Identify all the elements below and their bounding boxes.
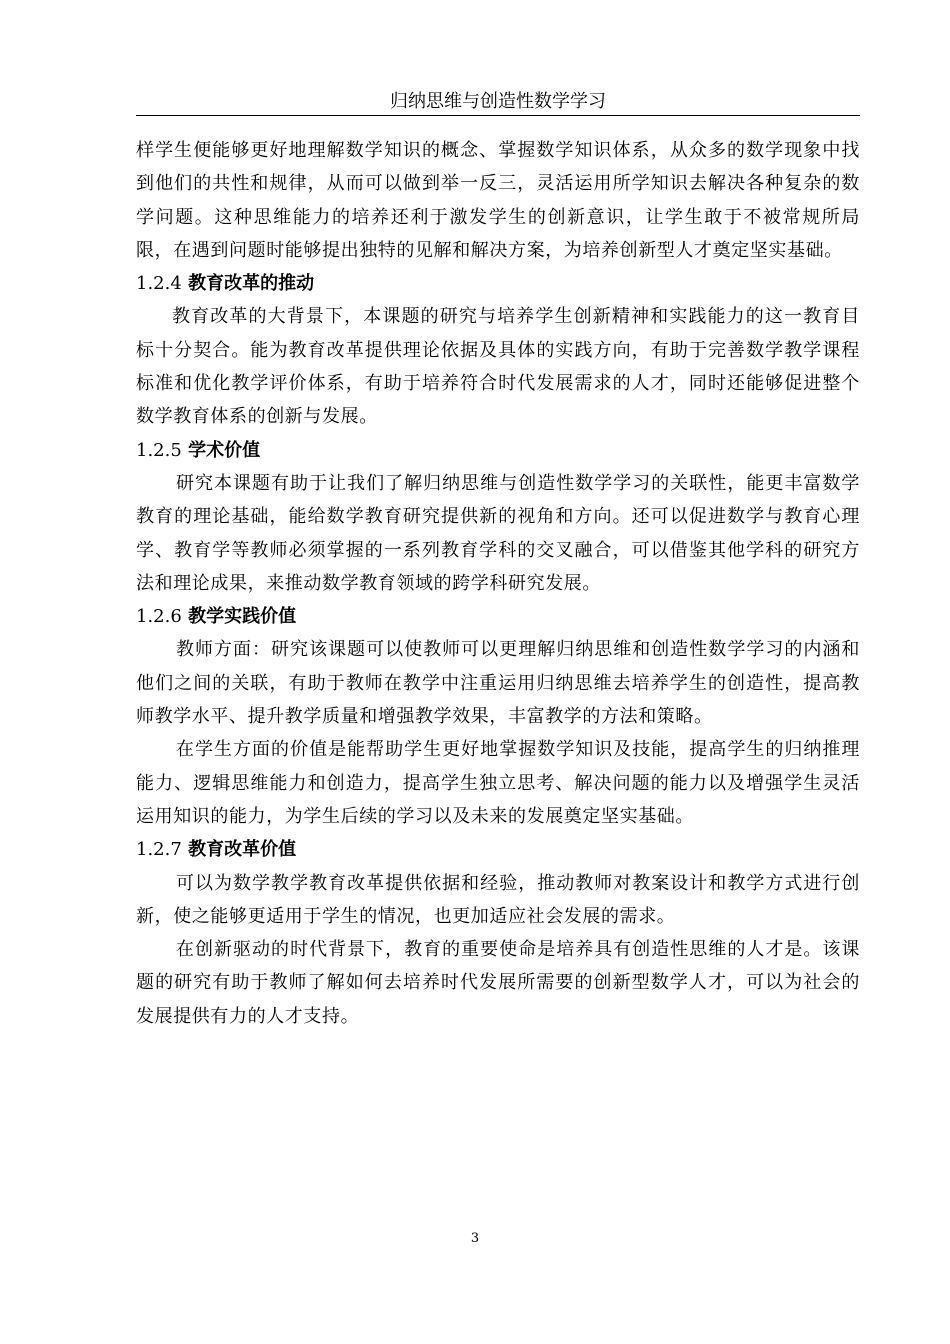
section-title: 学术价值 bbox=[188, 439, 261, 461]
section-heading-1-2-5 bbox=[136, 434, 860, 467]
page-body bbox=[136, 134, 860, 1033]
section-heading-1-2-4 bbox=[136, 267, 860, 300]
section-heading-1-2-6 bbox=[136, 600, 860, 633]
section-title: 教育改革价值 bbox=[188, 839, 297, 861]
section-heading-1-2-7 bbox=[136, 833, 860, 866]
section-title: 教育改革的推动 bbox=[188, 273, 315, 295]
running-header: 归纳思维与创造性数学学习 bbox=[390, 91, 606, 112]
section-number: 1.2.4 bbox=[136, 273, 182, 295]
header-rule bbox=[136, 115, 860, 116]
section-number: 1.2.6 bbox=[136, 606, 182, 628]
paragraph-reform-basis: 可以为数学教学教育改革提供依据和经验，推动教师对教案设计和教学方式进行创新，使之能够更适用于学生的情况，也更加适应社会发展的需求。 bbox=[136, 872, 860, 927]
page-number: 3 bbox=[470, 1231, 480, 1246]
section-title: 教学实践价值 bbox=[188, 606, 297, 628]
paragraph-student-value: 在学生方面的价值是能帮助学生更好地掌握数学知识及技能，提高学生的归纳推理能力、逻辑思维能力和创造力，提高学生独立思考、解决问题的能力以及增强学生灵活运用知识的能力，为学生后续的学习以及未来的发展奠定坚实基础。 bbox=[136, 739, 860, 827]
section-number: 1.2.7 bbox=[136, 839, 182, 861]
paragraph-innovation-talent: 在创新驱动的时代背景下，教育的重要使命是培养具有创造性思维的人才是。该课题的研究有助于教师了解如何去培养时代发展所需要的创新型数学人才，可以为社会的发展提供有力的人才支持。 bbox=[136, 939, 860, 1027]
paragraph-education-reform: 教育改革的大背景下，本课题的研究与培养学生创新精神和实践能力的这一教育目标十分契合。能为教育改革提供理论依据及具体的实践方向，有助于完善数学教学课程标准和优化教学评价体系，有助于培养符合时代发展需求的人才，同时还能够促进整个数学教育体系的创新与发展。 bbox=[136, 306, 860, 428]
section-number: 1.2.5 bbox=[136, 439, 182, 461]
paragraph-academic-value: 研究本课题有助于让我们了解归纳思维与创造性数学学习的关联性，能更丰富数学教育的理论基础，能给数学教育研究提供新的视角和方向。还可以促进数学与教育心理学、教育学等教师必须掌握的一系列教育学科的交叉融合，可以借鉴其他学科的研究方法和理论成果，来推动数学教育领域的跨学科研究发展。 bbox=[136, 472, 860, 594]
paragraph-teacher-value: 教师方面：研究该课题可以使教师可以更理解归纳思维和创造性数学学习的内涵和他们之间的关联，有助于教师在教学中注重运用归纳思维去培养学生的创造性，提高教师教学水平、提升教学质量和增强教学效果，丰富教学的方法和策略。 bbox=[136, 639, 860, 728]
paragraph-continued: 样学生便能够更好地理解数学知识的概念、掌握数学知识体系，从众多的数学现象中找到他们的共性和规律，从而可以做到举一反三，灵活运用所学知识去解决各种复杂的数学问题。这种思维能力的培养还利于激发学生的创新意识，让学生敢于不被常规所局限，在遇到问题时能够提出独特的见解和解决方案，为培养创新型人才奠定坚实基础。 bbox=[136, 140, 860, 261]
